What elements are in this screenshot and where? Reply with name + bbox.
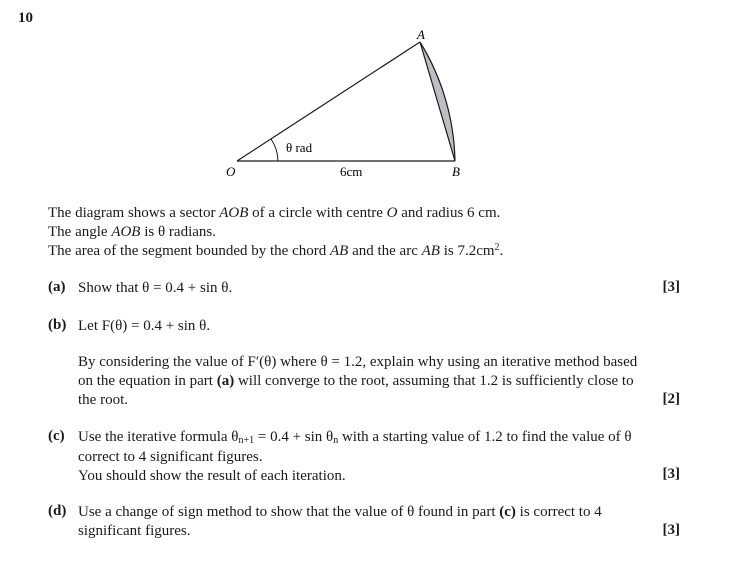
intro-line-3: The area of the segment bounded by the chord AB and the arc AB is $7.2cm^2$. [48,242,504,259]
part-a-label: (a) [48,279,66,295]
intro-text [48,204,503,262]
label-O: O [226,164,236,179]
intro-line-2: The angle AOB is θ radians. [48,224,216,240]
label-B: B [452,164,460,179]
part-c-line-1: Use the iterative formula $\theta_{n+1} = 0.4 + \sin \theta_n$ with a starting value of 1.2 to find the value of θ [78,429,632,446]
chord-AB [420,42,455,161]
radius-label: 6cm [340,164,363,179]
part-a-marks: [3] [662,279,680,295]
part-c-line-3: You should show the result of each iteration. [78,468,346,484]
part-a-text: Show that θ = 0.4 + sin θ. [78,280,233,296]
part-b-marks: [2] [662,391,680,407]
part-b-label: (b) [48,317,67,333]
part-d-marks: [3] [662,522,680,538]
part-b-paragraph [78,353,680,410]
question-number: 10 [18,10,33,26]
part-d-label: (d) [48,503,67,519]
part-c-line-2: correct to 4 significant figures. [78,449,263,465]
radius-OA [237,42,420,161]
part-b-line-2: on the equation in part (a) will converge to the root, assuming that 1.2 is sufficiently close to [78,373,634,389]
intro-line-1: The diagram shows a sector AOB of a circle with centre O and radius 6 cm. [48,205,501,221]
part-c-marks: [3] [662,466,680,482]
angle-label: θ rad [286,140,313,155]
part-b-line-3: the root. [78,392,128,408]
angle-arc [271,139,278,161]
part-d-line-1: Use a change of sign method to show that the value of θ found in part (c) is correct to 4 [78,504,602,520]
part-d-text [78,503,680,541]
part-b-line-1: By considering the value of F′(θ) where θ = 1.2, explain why using an iterative method based [78,354,638,370]
sector-diagram [0,0,734,200]
part-d-line-2: significant figures. [78,523,191,539]
part-b-text-1: Let F(θ) = 0.4 + sin θ. [78,318,211,334]
label-A: A [417,27,425,42]
part-c-label: (c) [48,428,65,444]
part-c-text [78,428,680,486]
